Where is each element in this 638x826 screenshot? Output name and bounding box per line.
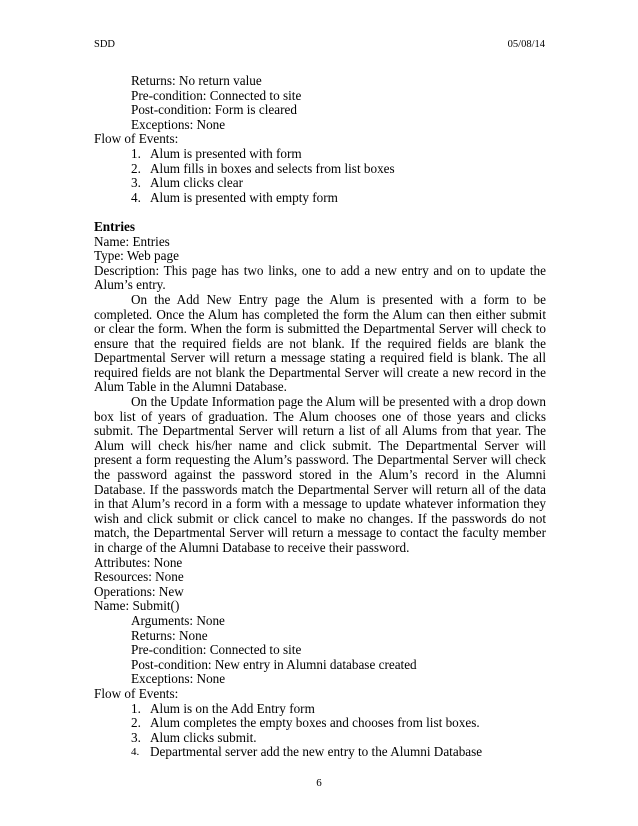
entries-name: Name: Entries bbox=[94, 233, 170, 249]
header-date: 05/08/14 bbox=[507, 39, 545, 50]
page-number: 6 bbox=[316, 777, 322, 789]
detail-postcondition: Post-condition: Form is cleared bbox=[131, 102, 297, 118]
section-heading: Entries bbox=[94, 218, 136, 234]
list-item: 2. Alum fills in boxes and selects from list boxes bbox=[131, 160, 395, 176]
op-detail-exceptions: Exceptions: None bbox=[131, 671, 226, 687]
op-detail-arguments: Arguments: None bbox=[131, 612, 225, 628]
detail-exceptions: Exceptions: None bbox=[131, 116, 226, 132]
flow-list bbox=[94, 147, 546, 205]
operation-name: Name: Submit() bbox=[94, 598, 180, 614]
list-item: 1. Alum is on the Add Entry form bbox=[131, 700, 315, 716]
op-detail-precondition: Pre-condition: Connected to site bbox=[131, 642, 302, 658]
entries-description: Description: This page has two links, one to add a new entry and on to update the Alum’s entry. bbox=[94, 262, 546, 293]
flow-label: Flow of Events: bbox=[94, 685, 179, 701]
paragraph-update-info: On the Update Information page the Alum will be presented with a drop down box list of years of graduation. The Alum chooses one of those years and clicks submit. The Departmental Server will return a list of all Alums from that year. The Alum will check his/her name and click submit. The Departmental Server will present a form requesting the Alum’s password. The Departmental Server will check the password against the password stored in the Alum’s record in the Alumni Database. If the passwords match the Departmental Server will return all of the data in that Alum’s record in a form with a message to update whatever information they wish and click submit or click cancel to make no changes. If the passwords do not match, the Departmental Server will return a message to contact the faculty member in charge of the Alumni Database to receive their password. bbox=[94, 394, 546, 555]
op-detail-returns: Returns: None bbox=[131, 627, 208, 643]
entries-resources: Resources: None bbox=[94, 569, 184, 585]
paragraph-add-entry: On the Add New Entry page the Alum is presented with a form to be completed. Once the Alum has completed the form the Alum can then either submit or clear the form. When the form is submitted the Departmental Server will check to ensure that the required fields are not blank. If the required fields are blank the Departmental Server will return a message stating a required field is blank. The all required fields are not blank the Departmental Server will create a new record in the Alum Table in the Alumni Database. bbox=[94, 291, 546, 395]
entries-operations: Operations: New bbox=[94, 583, 184, 599]
list-item: 3. Alum clicks submit. bbox=[131, 729, 257, 745]
list-item: 4. Alum is presented with empty form bbox=[131, 189, 338, 205]
detail-precondition: Pre-condition: Connected to site bbox=[131, 87, 302, 103]
list-item: 4. Departmental server add the new entry to the Alumni Database bbox=[131, 744, 483, 760]
entries-attributes: Attributes: None bbox=[94, 554, 183, 570]
list-item: 1. Alum is presented with form bbox=[131, 145, 302, 161]
entries-type: Type: Web page bbox=[94, 248, 179, 264]
list-item: 3. Alum clicks clear bbox=[131, 175, 244, 191]
detail-returns: Returns: No return value bbox=[131, 73, 262, 88]
header-left: SDD bbox=[94, 39, 116, 50]
flow-label: Flow of Events: bbox=[94, 131, 179, 147]
op-detail-postcondition: Post-condition: New entry in Alumni database created bbox=[131, 656, 417, 672]
flow-list bbox=[94, 702, 546, 760]
list-item: 2. Alum completes the empty boxes and chooses from list boxes. bbox=[131, 715, 480, 731]
document-body bbox=[94, 74, 546, 760]
